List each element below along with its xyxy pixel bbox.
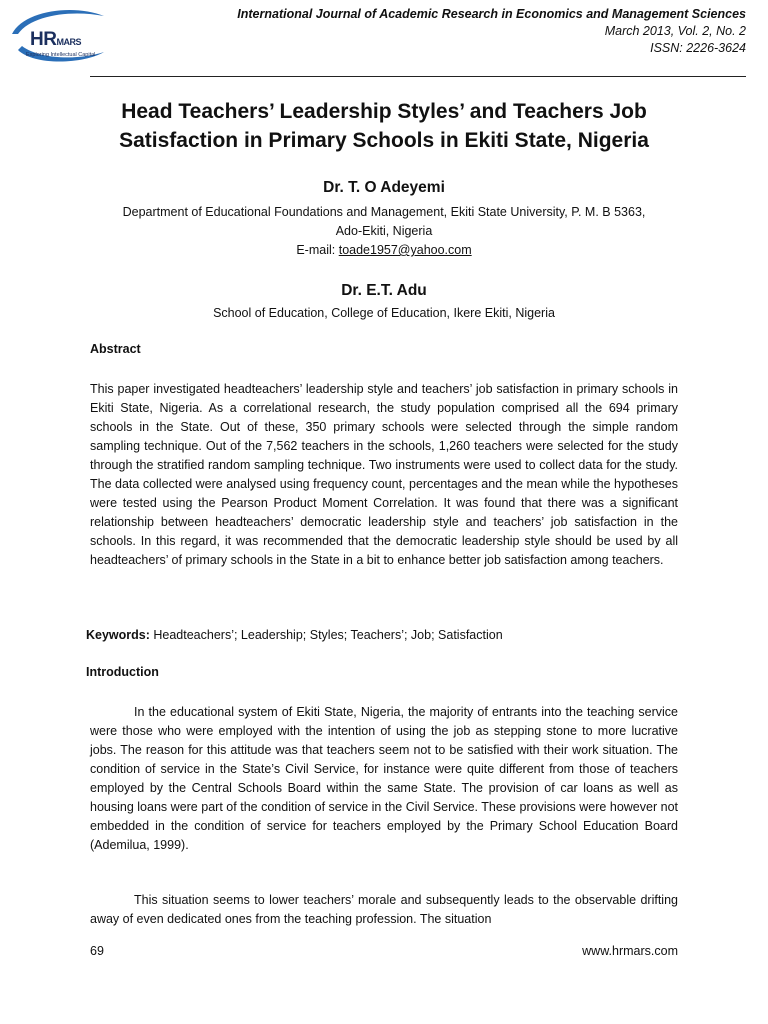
journal-issue: March 2013, Vol. 2, No. 2 [604, 24, 746, 38]
abstract-text: This paper investigated headteachers’ leadership style and teachers’ job satisfaction in primary schools in Ekiti State, Nigeria. As a correlational research, the study population comprised all the 694 primary schools in the State. Out of these, 350 primary schools were selected through the simple random sampling technique. Out of the 7,562 teachers in the schools, 1,260 teachers were selected for the study through the stratified random sampling technique. Two instruments were used to collect data for the study. The data collected were analysed using frequency count, percentages and the mean while the hypotheses were tested using the Pearson Product Moment Correlation. It was found that there was a significant relationship between headteachers’ democratic leadership style and teachers’ job satisfaction in the schools. In this regard, it was recommended that the democratic leadership style should be used by all headteachers’ of primary schools in the State in a bit to enhance better job satisfaction among teachers. [90, 382, 678, 567]
keywords-list: Headteachers’; Leadership; Styles; Teachers’; Job; Satisfaction [149, 628, 503, 642]
author-email: E-mail: toade1957@yahoo.com [296, 243, 472, 257]
keywords-label: Keywords: [86, 628, 150, 642]
author-affiliation [60, 304, 708, 323]
affiliation-line: School of Education, College of Education, Ikere Ekiti, Nigeria [213, 306, 555, 320]
paper-title-line-2: Satisfaction in Primary Schools in Ekiti State, Nigeria [119, 129, 649, 152]
journal-header [237, 6, 746, 57]
intro-paragraph-1: In the educational system of Ekiti State, Nigeria, the majority of entrants into the teaching service were those who were employed with the intention of using the job as stepping stone to more lucrative jobs. The reason for this attitude was that teachers seem not to be satisfied with their work situation. The condition of service in the State’s Civil Service, for instance were quite different from those of teachers employed by the Central Schools Board within the same State. The provision of car loans as well as housing loans were part of the condition of service in the Civil Service. These provisions were however not embedded in the condition of service for teachers employed by the Primary School Education Board (Ademilua, 1999). [90, 705, 678, 852]
paper-title [60, 97, 708, 155]
logo-wordmark: HRMARS [30, 29, 81, 50]
keywords [86, 626, 678, 645]
affiliation-line: Ado-Ekiti, Nigeria [335, 224, 433, 238]
hrmars-logo [4, 6, 114, 64]
author-name: Dr. E.T. Adu [341, 282, 427, 299]
email-link[interactable]: toade1957@yahoo.com [338, 243, 472, 257]
introduction-heading: Introduction [86, 665, 159, 679]
affiliation-line: Department of Educational Foundations and Management, Ekiti State University, P. M. B 5363, [122, 205, 646, 219]
intro-paragraph-2: This situation seems to lower teachers’ morale and subsequently leads to the observable drifting away of even dedicated ones from the teaching profession. The situation [90, 893, 678, 926]
footer-website[interactable]: www.hrmars.com [582, 944, 678, 958]
journal-title: International Journal of Academic Research in Economics and Management Sciences [237, 7, 746, 21]
header-divider [90, 76, 746, 77]
abstract-heading: Abstract [90, 342, 141, 356]
paper-title-line-1: Head Teachers’ Leadership Styles’ and Teachers Job [121, 100, 647, 123]
author-affiliation [60, 203, 708, 260]
logo-tagline: Exploring Intellectual Capital [26, 52, 96, 58]
journal-issn: ISSN: 2226-3624 [650, 41, 746, 55]
author-name: Dr. T. O Adeyemi [323, 179, 445, 196]
page-number: 69 [90, 944, 104, 958]
